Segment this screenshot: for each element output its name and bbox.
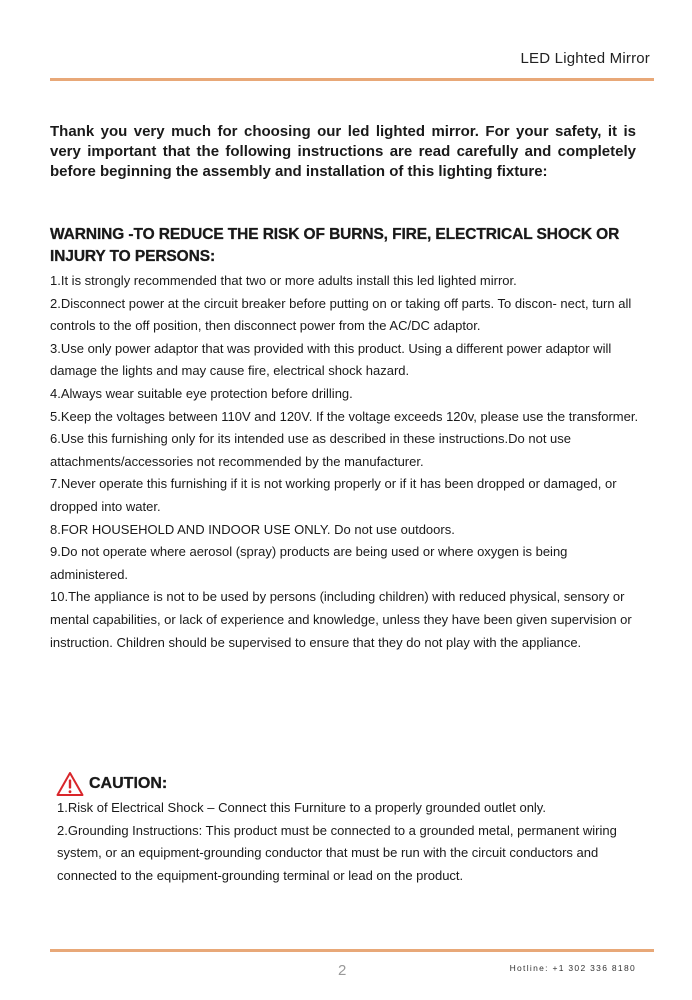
caution-item: 2.Grounding Instructions: This product must be connected to a grounded metal, permanent wiring system, or an equipment-grounding conductor that must be run with the circuit conductors and connected to the equipment-grounding terminal or lead on the product. — [57, 822, 617, 883]
warning-item: 8.FOR HOUSEHOLD AND INDOOR USE ONLY. Do not use outdoors. — [50, 521, 455, 537]
caution-heading — [56, 769, 167, 799]
warning-triangle-icon — [56, 771, 84, 797]
warning-item: 3.Use only power adaptor that was provided with this product. Using a different power adaptor will damage the lights and may cause fire, electrical shock hazard. — [50, 340, 612, 379]
warning-item: 4.Always wear suitable eye protection before drilling. — [50, 385, 353, 401]
warning-item: 1.It is strongly recommended that two or more adults install this led lighted mirror. — [50, 273, 517, 288]
caution-item: 1.Risk of Electrical Shock – Connect this Furniture to a properly grounded outlet only. — [57, 800, 546, 815]
caution-list — [57, 797, 637, 887]
warning-list — [50, 270, 642, 654]
header-title: LED Lighted Mirror — [520, 50, 650, 67]
warning-heading: WARNING -TO REDUCE THE RISK OF BURNS, FIRE, ELECTRICAL SHOCK OR INJURY TO PERSONS: — [50, 226, 620, 265]
page-number: 2 — [338, 962, 347, 979]
caution-title: CAUTION: — [89, 775, 168, 792]
warning-item: 6.Use this furnishing only for its intended use as described in these instructions.Do not use attachments/accessories not recommended by the manufacturer. — [50, 431, 572, 469]
warning-item: 9.Do not operate where aerosol (spray) products are being used or where oxygen is being administered. — [50, 544, 568, 582]
warning-item: 7.Never operate this furnishing if it is not working properly or if it has been dropped or damaged, or dropped into water. — [50, 476, 617, 514]
warning-item: 2.Disconnect power at the circuit breaker before putting on or taking off parts. To discon- nect, turn all controls to the off position, then disconnect power from the AC/DC adaptor. — [50, 295, 632, 334]
header-divider — [50, 78, 654, 81]
intro-paragraph: Thank you very much for choosing our led lighted mirror. For your safety, it is very important that the following instructions are read carefully and completely before beginning the assembly and installation of this lighting fixture: — [50, 123, 636, 180]
warning-item: 5.Keep the voltages between 110V and 120V. If the voltage exceeds 120v, please use the transformer. — [50, 408, 639, 424]
footer-divider — [50, 949, 654, 952]
hotline: Hotline: +1 302 336 8180 — [509, 963, 636, 973]
warning-item: 10.The appliance is not to be used by persons (including children) with reduced physical, sensory or mental capabilities, or lack of experience and knowledge, unless they have been given supervision or instruction. Children should be supervised to ensure that they do not play with the appliance. — [50, 589, 632, 650]
